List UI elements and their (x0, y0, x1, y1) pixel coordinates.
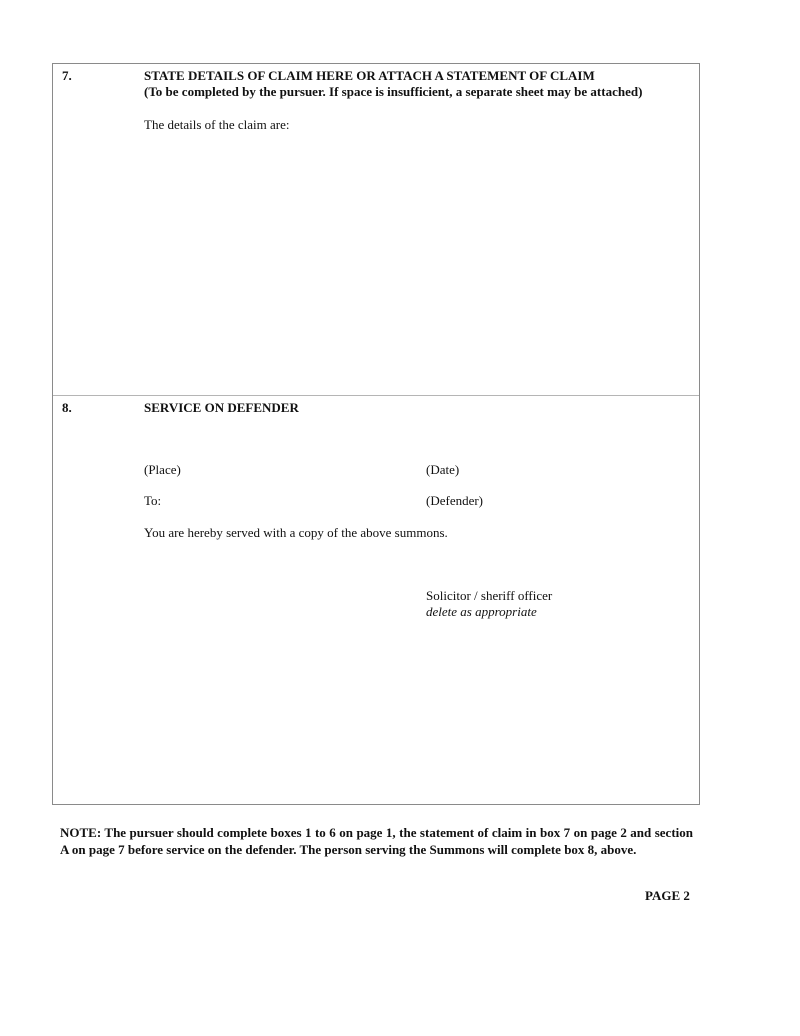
place-label: (Place) (144, 462, 181, 477)
section-8-title: SERVICE ON DEFENDER (144, 400, 299, 415)
delete-as-appropriate-note: delete as appropriate (426, 604, 537, 619)
page-number: PAGE 2 (645, 888, 690, 903)
claim-details-label: The details of the claim are: (144, 117, 290, 132)
section-7-number: 7. (62, 68, 72, 83)
section-8-service-on-defender (53, 396, 699, 804)
section-7-subtitle: (To be completed by the pursuer. If space is insufficient, a separate sheet may be attached) (144, 84, 643, 99)
section-8-number: 8. (62, 400, 72, 415)
form-box (52, 63, 700, 805)
served-statement: You are hereby served with a copy of the above summons. (144, 525, 448, 540)
section-7-title: STATE DETAILS OF CLAIM HERE OR ATTACH A STATEMENT OF CLAIM (144, 68, 595, 83)
signatory-label: Solicitor / sheriff officer (426, 588, 553, 603)
to-label: To: (144, 493, 162, 508)
instruction-note: NOTE: The pursuer should complete boxes 1 to 6 on page 1, the statement of claim in box 7 on page 2 and section A on page 7 before service on the defender. The person serving the Summons will complete box 8, above. (60, 825, 693, 857)
date-label: (Date) (426, 462, 460, 477)
section-7-claim-details (53, 64, 699, 396)
defender-label: (Defender) (426, 493, 484, 508)
